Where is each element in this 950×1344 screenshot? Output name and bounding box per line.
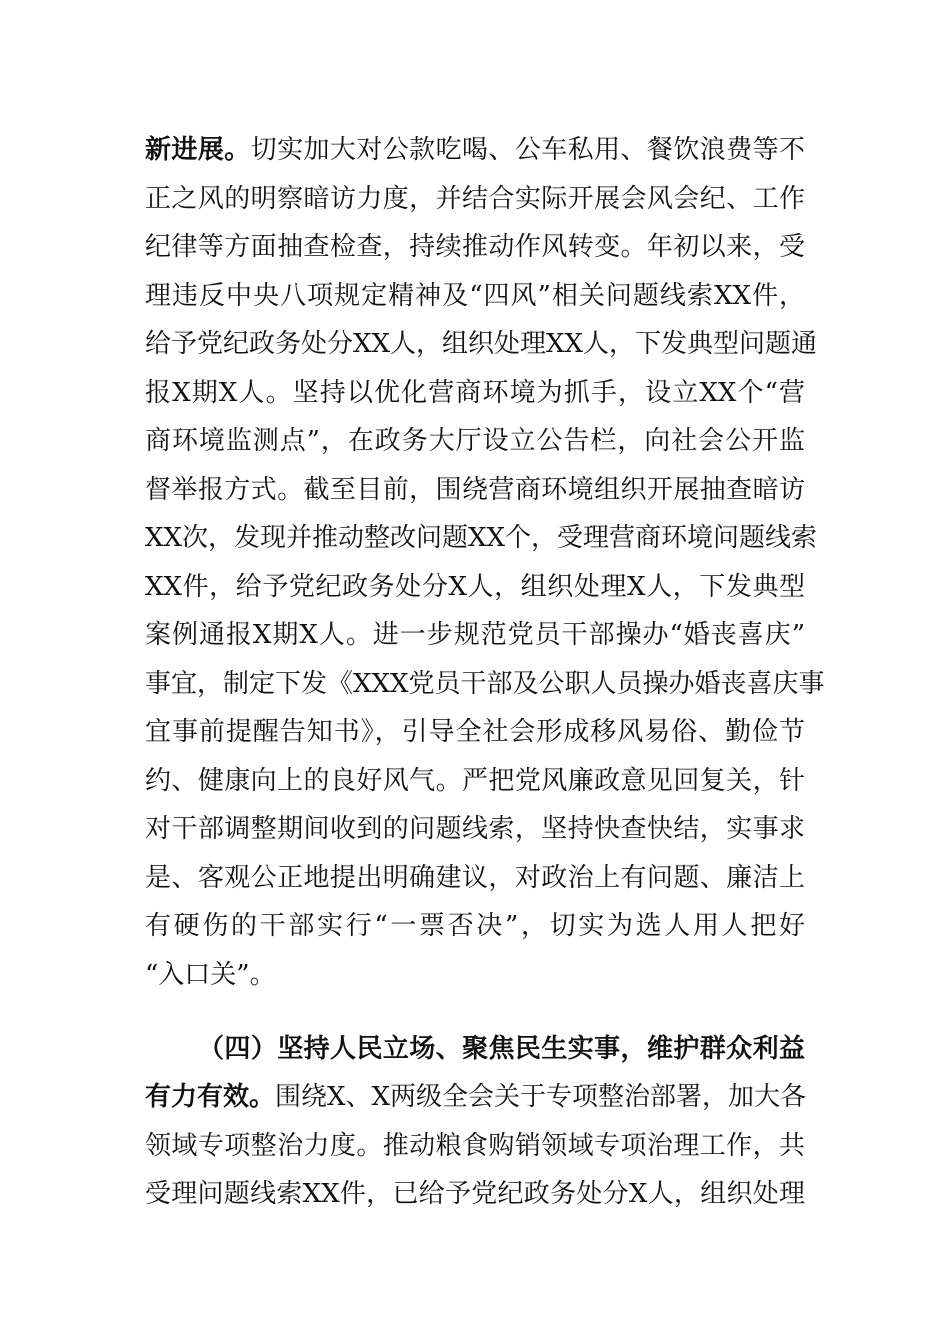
text-line: 纪律等方面抽查检查，持续推动作风转变。年初以来，受 bbox=[145, 232, 805, 262]
text-line: 案例通报X期X人。进一步规范党员干部操办“婚丧喜庆” bbox=[145, 620, 805, 650]
body-text: 切实加大对公款吃喝、公车私用、餐饮浪费等不 bbox=[250, 135, 805, 165]
text-line: 有硬伤的干部实行“一票否决”，切实为选人用人把好 bbox=[145, 911, 805, 941]
text-line: 领域专项整治力度。推动粮食购销领域专项治理工作，共 bbox=[145, 1131, 805, 1161]
text-line: XX件，给予党纪政务处分X人，组织处理X人，下发典型 bbox=[145, 572, 805, 602]
text-line: 对干部调整期间收到的问题线索，坚持快查快结，实事求 bbox=[145, 814, 805, 844]
body-text: 围绕X、X两级全会关于专项整治部署，加大各 bbox=[275, 1082, 807, 1112]
text-line: 宜事前提醒告知书》，引导全社会形成移风易俗、勤俭节 bbox=[145, 717, 805, 747]
bold-lead-text: 新进展。 bbox=[145, 135, 251, 165]
text-line: 事宜，制定下发《XXX党员干部及公职人员操办婚丧喜庆事 bbox=[145, 669, 825, 699]
section-heading-continued: 有力有效。 bbox=[145, 1082, 276, 1112]
text-line: XX次，发现并推动整改问题XX个，受理营商环境问题线索 bbox=[145, 523, 818, 553]
text-line bbox=[145, 134, 805, 166]
section-heading: （四）坚持人民立场、聚焦民生实事，维护群众利益 bbox=[198, 1034, 805, 1064]
text-line: 督举报方式。截至目前，围绕营商环境组织开展抽查暗访 bbox=[145, 475, 805, 505]
text-line: 给予党纪政务处分XX人，组织处理XX人，下发典型问题通 bbox=[145, 329, 818, 359]
text-line: 是、客观公正地提出明确建议，对政治上有问题、廉洁上 bbox=[145, 863, 805, 893]
text-line: 受理问题线索XX件，已给予党纪政务处分X人，组织处理 bbox=[145, 1179, 805, 1209]
text-line: “入口关”。 bbox=[145, 960, 276, 990]
text-line: 理违反中央八项规定精神及“四风”相关问题线索XX件， bbox=[145, 281, 805, 311]
text-line bbox=[145, 1081, 805, 1113]
text-line: 约、健康向上的良好风气。严把党风廉政意见回复关，针 bbox=[145, 766, 805, 796]
text-line: 报X期X人。坚持以优化营商环境为抓手，设立XX个“营 bbox=[145, 378, 805, 408]
text-line: 正之风的明察暗访力度，并结合实际开展会风会纪、工作 bbox=[145, 184, 805, 214]
text-line: 商环境监测点”，在政务大厅设立公告栏，向社会公开监 bbox=[145, 426, 805, 456]
